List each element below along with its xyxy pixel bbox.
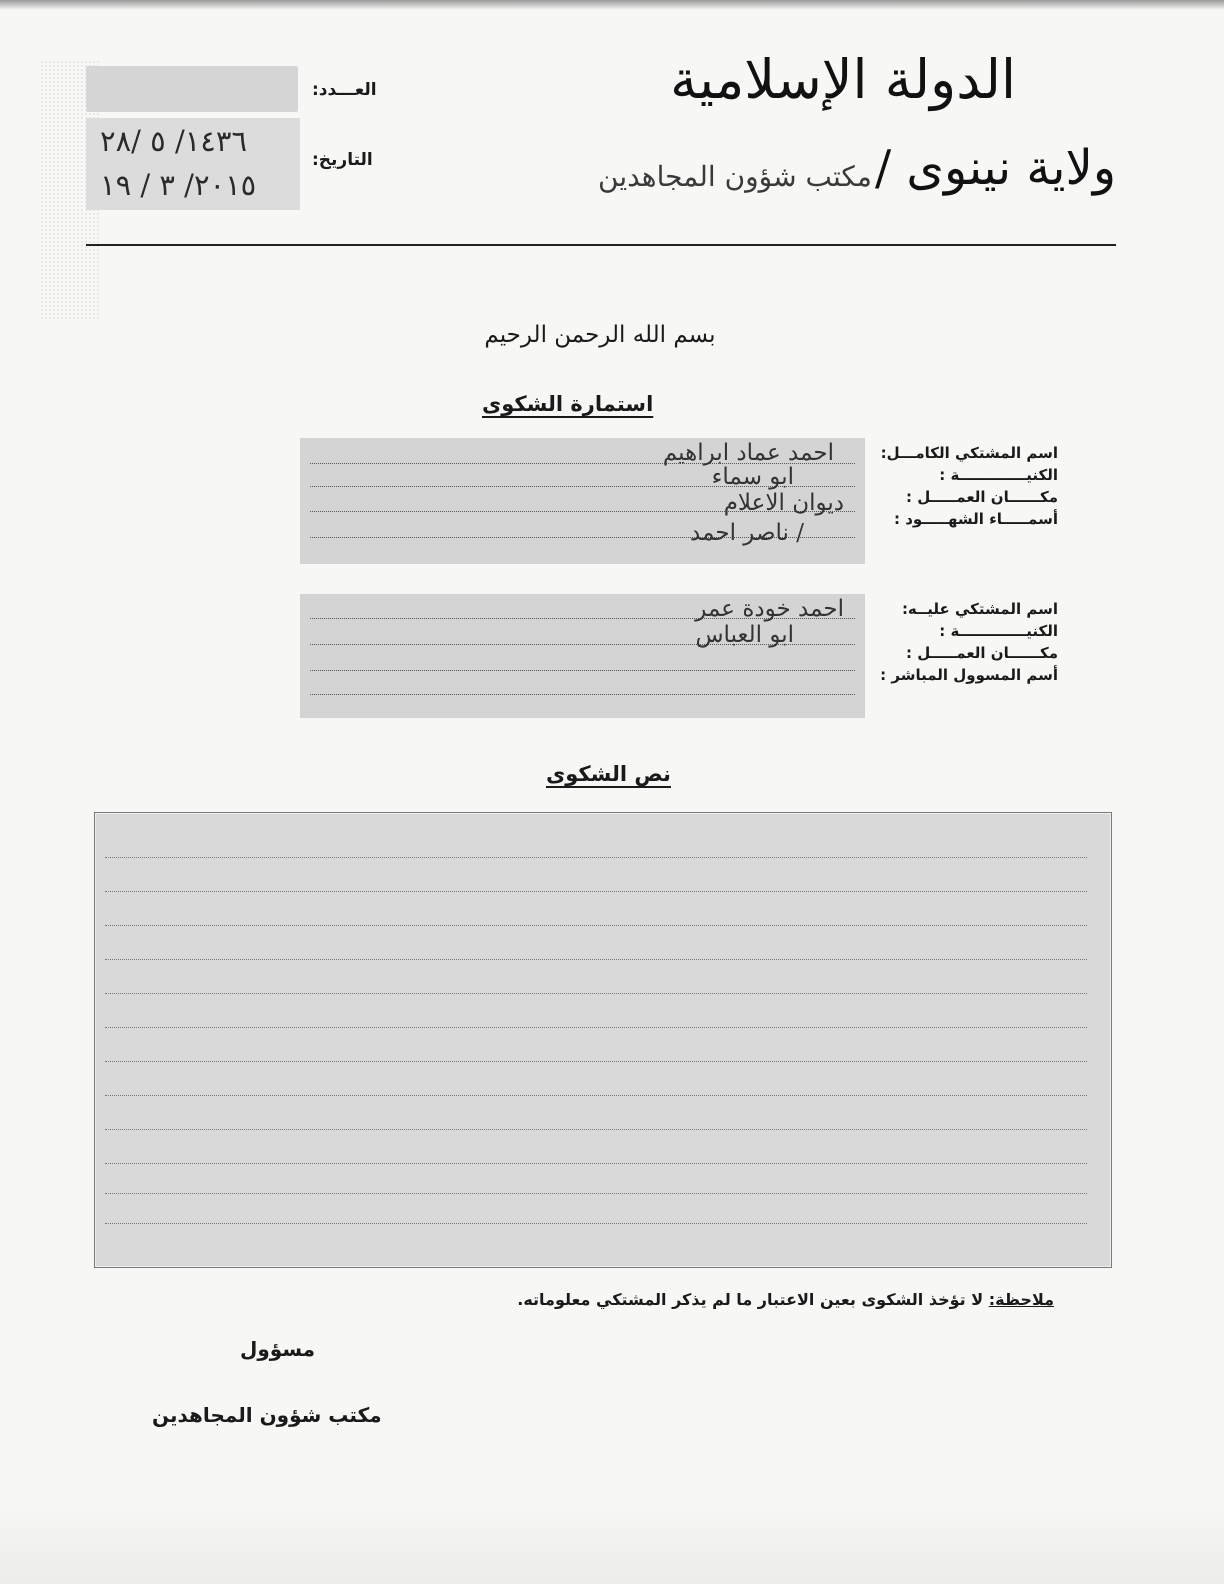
complainant-value-witnesses: / ناصر احمد (690, 520, 804, 546)
note-label: ملاحظة: (988, 1290, 1054, 1309)
complainant-label-workplace: مكــــــان العمـــــل : (906, 488, 1058, 506)
basmala-text: بسم الله الرحمن الرحيم (484, 322, 716, 348)
signature-role: مسؤول (240, 1337, 316, 1361)
number-field (86, 66, 298, 112)
complaint-line (105, 1129, 1087, 1130)
date-field (86, 118, 300, 210)
complaint-line (105, 959, 1087, 960)
complaint-text-box (94, 812, 1112, 1268)
complainant-labels (881, 442, 1058, 530)
complainant-value-name: احمد عماد ابراهيم (662, 440, 834, 466)
complainant-value-kunya: ابو سماء (711, 464, 794, 490)
defendant-label-name: اسم المشتكي عليــه: (901, 600, 1058, 618)
complaint-line (105, 993, 1087, 994)
complaint-line (105, 1193, 1087, 1194)
form-title: استمارة الشكوى (482, 392, 654, 416)
complaint-title: نص الشكوى (546, 762, 671, 786)
defendant-line-4 (310, 694, 855, 695)
defendant-labels (880, 598, 1058, 686)
defendant-line-3 (310, 670, 855, 671)
defendant-label-workplace: مكــــــان العمـــــل : (906, 644, 1058, 662)
complaint-line (105, 1061, 1087, 1062)
complaint-line (105, 1027, 1087, 1028)
basmala (0, 322, 1224, 348)
complaint-line (105, 925, 1087, 926)
number-label: العـــدد: (312, 80, 377, 100)
defendant-label-kunya: الكنيـــــــــــــة : (939, 622, 1058, 640)
complaint-line (105, 857, 1087, 858)
scan-bottom-fade (0, 1500, 1224, 1584)
defendant-value-kunya: ابو العباس (695, 622, 794, 648)
complaint-line (105, 1163, 1087, 1164)
date-label: التاريخ: (312, 150, 373, 170)
complainant-value-workplace: ديوان الاعلام (723, 490, 844, 516)
note (517, 1290, 1054, 1309)
defendant-label-supervisor: أسم المسوول المباشر : (880, 666, 1058, 684)
complainant-label-witnesses: أسمـــــاء الشهـــــود : (893, 510, 1058, 528)
date-hijri: ١٤٣٦/ ٥ /٢٨ (100, 124, 248, 158)
province-title: ولاية نينوى / (874, 140, 1116, 196)
defendant-value-name: احمد خودة عمر (695, 596, 844, 622)
complaint-line (105, 1095, 1087, 1096)
note-text: لا تؤخذ الشكوى بعين الاعتبار ما لم يذكر المشتكي معلوماته. (517, 1290, 989, 1309)
complaint-line (105, 891, 1087, 892)
signature-office: مكتب شؤون المجاهدين (152, 1403, 382, 1427)
scan-top-edge (0, 0, 1224, 10)
complainant-label-name: اسم المشتكي الكامـــل: (880, 444, 1058, 462)
office-handwritten: مكتب شؤون المجاهدين (598, 160, 872, 193)
complainant-label-kunya: الكنيـــــــــــــة : (939, 466, 1058, 484)
complaint-line (105, 1223, 1087, 1224)
date-gregorian: ٢٠١٥/ ٣ / ١٩ (100, 168, 257, 202)
state-title: الدولة الإسلامية (670, 48, 1016, 111)
header-divider (86, 244, 1116, 246)
